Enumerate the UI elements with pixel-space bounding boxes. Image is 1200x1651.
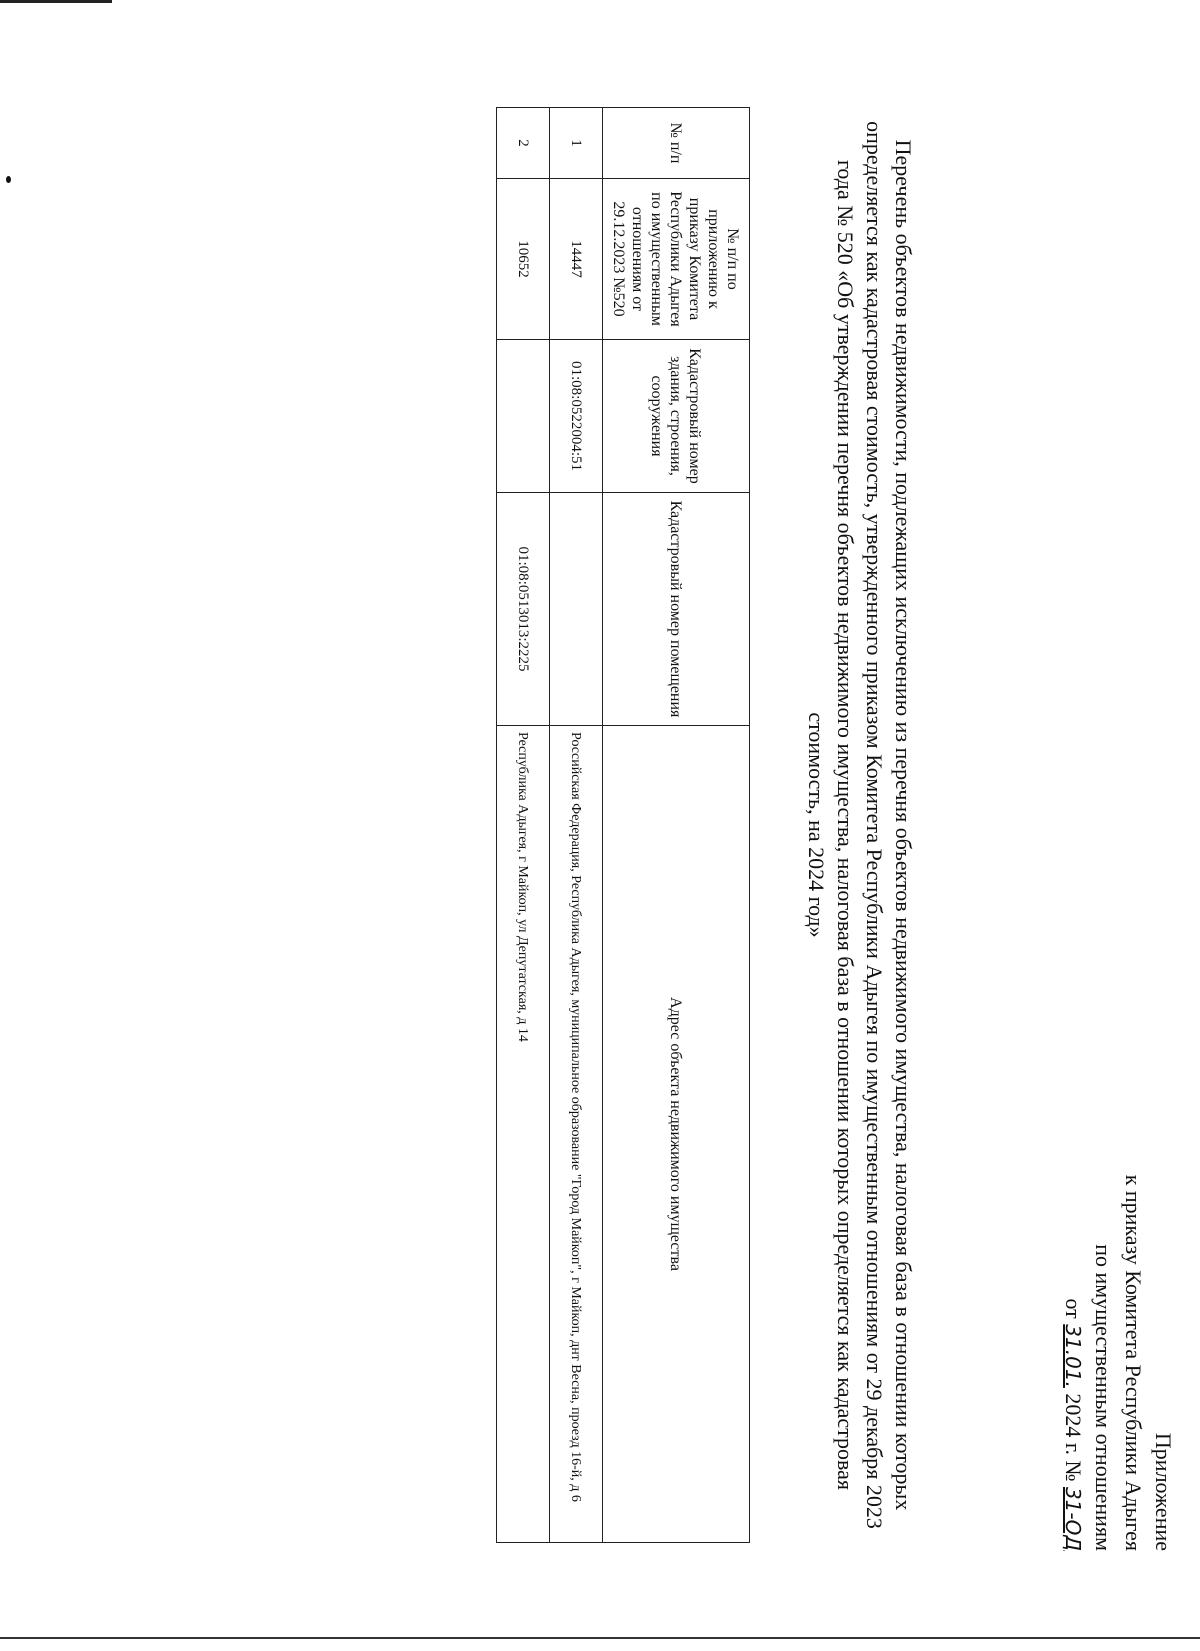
- handwritten-date: 31.01.: [1061, 1324, 1085, 1388]
- handwritten-number: 31-ОД: [1061, 1486, 1085, 1551]
- property-table: [496, 107, 750, 1543]
- appendix-committee-line: по имущественным отношениям: [1091, 1244, 1116, 1551]
- table-row: [550, 108, 603, 1543]
- appendix-order-line: к приказу Комитета Республики Адыгея: [1121, 1174, 1146, 1551]
- date-prefix: от: [1061, 1298, 1086, 1319]
- header-num: № п/п: [603, 108, 750, 179]
- appendix-header: [1058, 1175, 1178, 1551]
- header-address: Адрес объекта недвижимого имущества: [603, 726, 750, 1543]
- cell-num: 2: [497, 108, 550, 179]
- document-title: Перечень объектов недвижимости, подлежащих исключению из перечня объектов недвижимого имущества, налоговая база в отношении которых определяется как кадастровая стоимость, утвержденного приказом Комитета Республики Адыгея по имущественным отношениям от 29 декабря 2023 года № 520 «Об утверждении перечня объектов недвижимого имущества, налоговая база в отношении которых определяется как кадастровая стоимость, на 2024 год»: [804, 121, 916, 1529]
- cell-building-cadastral: 01:08:0522004:51: [550, 340, 603, 493]
- cell-address: Республика Адыгея, г Майкоп, ул Депутатская, д 14: [497, 726, 550, 1543]
- cell-appendix-num: 10652: [497, 179, 550, 340]
- header-room-cadastral: Кадастровый номер помещения: [603, 493, 750, 726]
- appendix-title: Приложение: [1151, 1432, 1176, 1551]
- header-appendix-num: № п/п по приложению к приказу Комитета Республики Адыгея по имущественным отношениям от 29.12.2023 №520: [603, 179, 750, 340]
- cell-appendix-num: 14447: [550, 179, 603, 340]
- table-row: [497, 108, 550, 1543]
- header-building-cadastral: Кадастровый номер здания, строения, сооружения: [603, 340, 750, 493]
- cell-building-cadastral: [497, 340, 550, 493]
- cell-room-cadastral: [550, 493, 603, 726]
- cell-address: Российская Федерация, Республика Адыгея, муниципальное образование "Город Майкоп", г Майкоп, днт Весна, проезд 16-й, д 6: [550, 726, 603, 1543]
- cell-num: 1: [550, 108, 603, 179]
- table-header-row: [603, 108, 750, 1543]
- appendix-date-line: [1058, 1175, 1088, 1551]
- date-year: 2024 г. №: [1061, 1393, 1086, 1482]
- cell-room-cadastral: 01:08:0513013:2225: [497, 493, 550, 726]
